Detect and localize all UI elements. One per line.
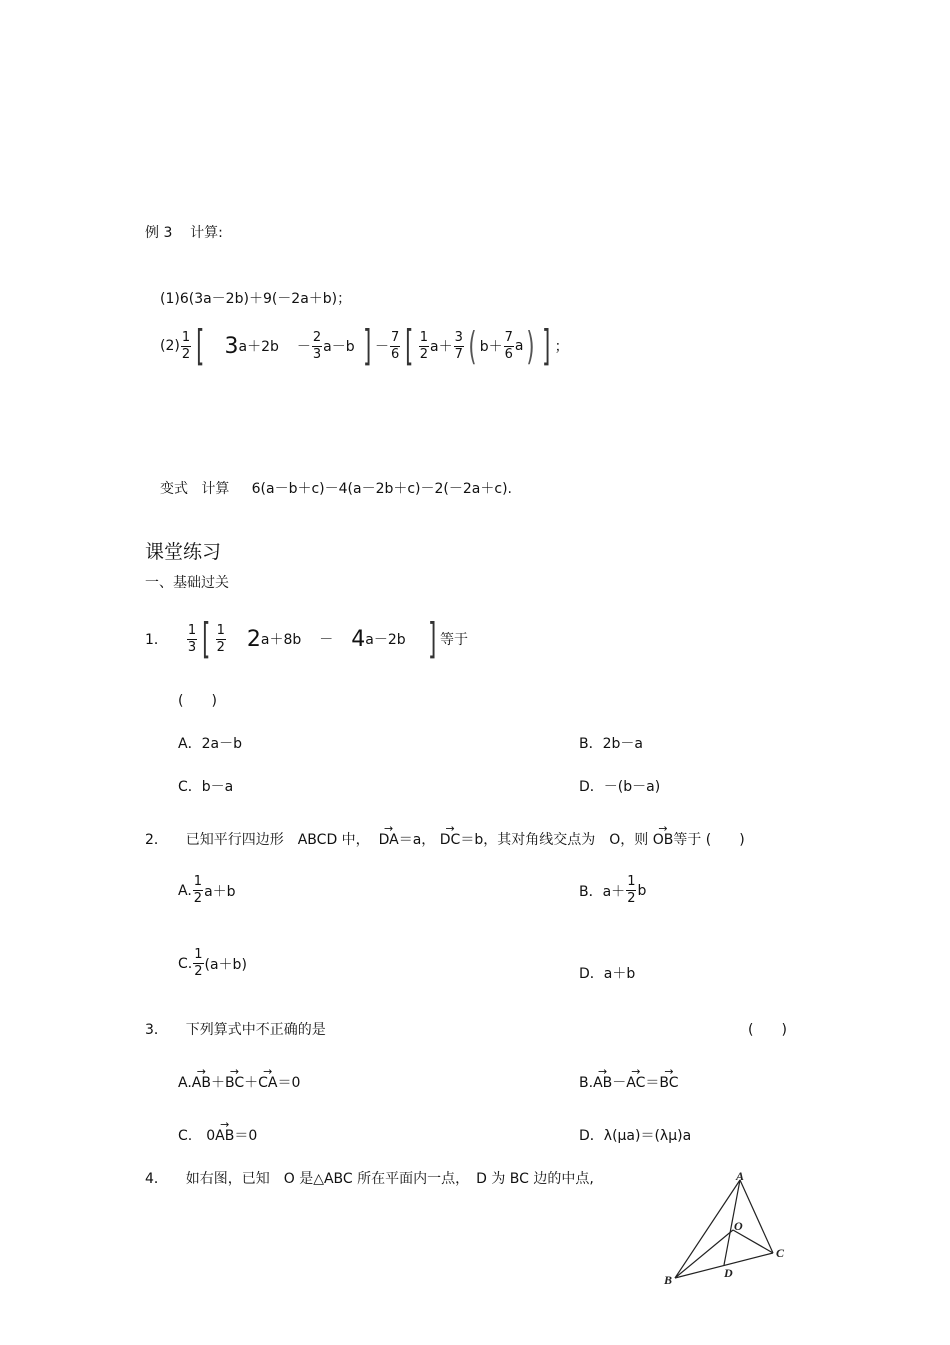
text: 等于 ( ) (673, 832, 745, 848)
vector-dc: → DC (440, 832, 461, 848)
problem-1 (145, 614, 468, 664)
vector-da: → DA (379, 832, 399, 848)
option-c: C. 0→ AB＝0 (178, 1125, 257, 1145)
digit-four: 4 (351, 626, 366, 652)
semicolon: ； (554, 339, 569, 355)
fraction: $\frac{7}{6}$ (391, 329, 400, 362)
option-b: B．a＋ $\frac{1}{2}$ b (579, 874, 647, 906)
vector-ca: → CA (258, 1075, 277, 1091)
variant-label: 变式 (160, 481, 188, 497)
term: a＋ (429, 339, 453, 355)
variant-task: 计算 (201, 481, 230, 497)
label-b: B (664, 1273, 673, 1287)
problem-3 (145, 1019, 326, 1039)
example-heading (145, 222, 223, 242)
fraction: $\frac{3}{7}$ (454, 329, 463, 362)
minus: － (319, 632, 334, 648)
vector-ac: → AC (626, 1075, 645, 1091)
variant-line (160, 478, 512, 498)
segment-oc (733, 1230, 773, 1253)
vector-bc: → BC (659, 1075, 678, 1091)
fraction: $\frac{1}{2}$ (627, 874, 636, 906)
edge-ac (740, 1180, 773, 1253)
problem-4 (145, 1168, 594, 1188)
problem-stem: 如右图，已知 O 是△ABC 所在平面内一点， D 为 BC 边的中点, (185, 1171, 594, 1187)
text: ＝b，其对角线交点为 O，则 (460, 832, 649, 848)
variant-expr: 6(a－b＋c)－4(a－2b＋c)－2(－2a＋c). (251, 481, 512, 497)
option-d: D．λ(μa)＝(λμ)a (579, 1128, 692, 1144)
fraction: $\frac{1}{2}$ (194, 947, 203, 979)
problem-stem: 已知平行四边形 ABCD 中， (185, 832, 370, 848)
fraction: $\frac{1}{2}$ (419, 329, 428, 362)
vector-ab: → AB (593, 1075, 612, 1091)
problem-number: 3． (145, 1022, 168, 1038)
triangle-figure (660, 1168, 790, 1288)
section-heading: 课堂练习 (145, 541, 222, 563)
option-a: A. $\frac{1}{2}$ a＋b (178, 874, 236, 906)
answer-paren: ( ) (178, 693, 217, 709)
minus: － (375, 339, 390, 355)
subsection-heading: 一、基础过关 (145, 575, 229, 591)
text: ＝a， (398, 832, 436, 848)
bracket-close: ] (542, 321, 551, 370)
term: a (514, 338, 524, 354)
ex3-q2 (160, 322, 569, 370)
label-c: C (776, 1246, 785, 1260)
problem-number: 2． (145, 832, 168, 848)
bracket-open: [ (202, 614, 211, 663)
paren-open: ( (468, 324, 477, 368)
term: a＋8b (260, 632, 302, 648)
bracket-open: [ (405, 321, 414, 370)
option-a: A．2a－b (178, 736, 242, 752)
fraction: $\frac{7}{6}$ (504, 329, 513, 362)
fraction: $\frac{1}{2}$ (216, 622, 225, 655)
term: a－b (323, 339, 355, 355)
digit-three: 3 (224, 333, 239, 359)
minus: － (296, 339, 311, 355)
fraction: $\frac{1}{2}$ (193, 874, 203, 906)
option-c: C. $\frac{1}{2}$ (a＋b) (178, 947, 247, 979)
option-a: A.→ AB＋→ BC＋→ CA＝0 (178, 1072, 300, 1092)
option-c: C．b－a (178, 779, 234, 795)
label-o: O (734, 1219, 743, 1233)
fraction: $\frac{2}{3}$ (312, 329, 322, 362)
answer-paren: ( ) (748, 1022, 787, 1038)
problem-stem: 下列算式中不正确的是 (185, 1022, 326, 1038)
vector-ab: → AB (192, 1075, 211, 1091)
option-b: B．2b－a (579, 736, 643, 752)
bracket-close: ] (362, 321, 371, 370)
fraction: $\frac{1}{3}$ (187, 622, 197, 655)
term: b＋ (479, 339, 503, 355)
term: a＋2b (238, 339, 279, 355)
option-d: D．－(b－a) (579, 779, 661, 795)
vector-bc: → BC (225, 1075, 244, 1091)
paren-close: ) (526, 324, 535, 368)
example-number: 例 3 (145, 225, 173, 241)
bracket-open: [ (196, 321, 205, 370)
problem-2 (145, 829, 745, 849)
ex3-q1: (1)6(3a－2b)＋9(－2a＋b)； (160, 291, 352, 307)
option-d: D．a＋b (579, 966, 636, 982)
example-task: 计算: (190, 225, 223, 241)
fraction: $\frac{1}{2}$ (181, 329, 191, 362)
q2-prefix: (2) (160, 338, 180, 354)
label-d: D (724, 1266, 733, 1280)
label-a: A (736, 1169, 745, 1183)
problem-number: 4． (145, 1171, 168, 1187)
bracket-close: ] (427, 614, 436, 663)
term: a－2b (365, 632, 406, 648)
vector-ob: → OB (653, 832, 674, 848)
problem-tail: 等于 (440, 632, 469, 648)
vector-ab: → AB (215, 1128, 234, 1144)
digit-two: 2 (246, 626, 261, 652)
option-b: B.→ AB－→ AC＝→ BC (579, 1072, 679, 1092)
problem-number: 1． (145, 632, 168, 648)
